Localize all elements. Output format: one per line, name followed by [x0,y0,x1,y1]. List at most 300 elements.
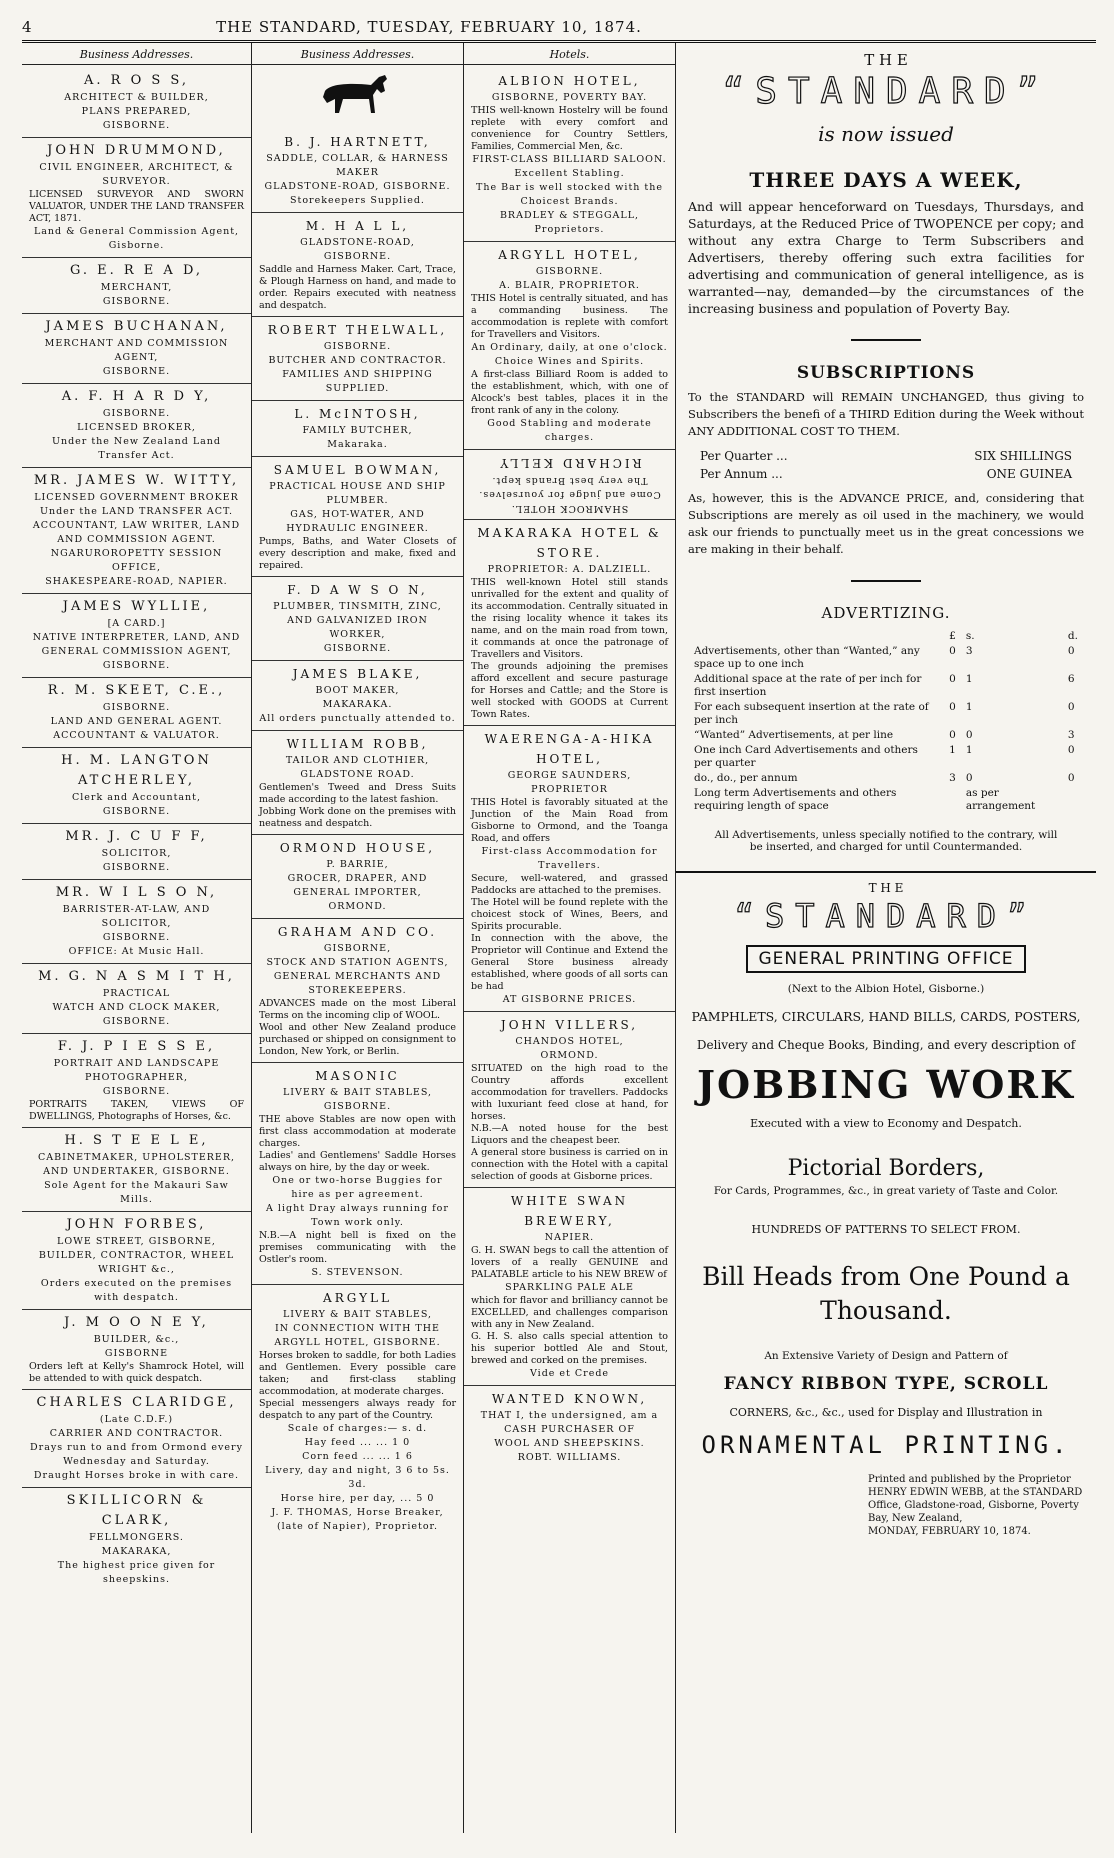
ad-block [22,824,251,880]
ad-line: CABINETMAKER, UPHOLSTERER, [37,1152,236,1163]
rate-cell: 3 [949,772,956,784]
ad-line: GISBORNE. [102,120,171,131]
ad-line: (Late C.D.F.) [99,1414,174,1425]
rate-row [690,772,1082,785]
for-cards-line: For Cards, Programmes, &c., in great variety of Taste and Color. [713,1185,1059,1197]
standard-title: “STANDARD” [722,71,1050,112]
ad-block [22,1488,251,1591]
column-standard-notice [676,43,1096,1833]
ad-line: CARRIER AND CONTRACTOR. [49,1428,224,1439]
ad-block [22,384,251,468]
ad-line: N.B.—A night bell is fixed on the premises communicating with the Ostler's room. [259,1230,456,1265]
ad-line: LICENSED GOVERNMENT BROKER [34,492,239,503]
ad-name: ALBION HOTEL, [498,74,641,88]
ad-line: FELLMONGERS. [89,1532,184,1543]
ad-block [22,1034,251,1128]
ad-line: A general store business is carried on in connection with the Hotel with a capital selection of goods at Gisborne prices. [471,1147,668,1182]
ad-name: MASONIC [315,1069,400,1083]
section-divider [676,871,1096,873]
price-row [690,466,1082,482]
ad-line: PROPRIETOR: A. DALZIELL. [487,564,652,575]
ad-line: SITUATED on the high road to the Country affords excellent accommodation for travellers. Paddocks with luxuriant feed close at hand, for horses. [471,1063,668,1122]
ad-line: Gentlemen's Tweed and Dress Suits made according to the latest fashion. [259,782,456,805]
ad-line: WATCH AND CLOCK MAKER, [52,1002,221,1013]
ad-line: P. BARRIE, [326,859,389,870]
ad-line: GISBORNE. [102,1086,171,1097]
ad-line: PHOTOGRAPHER, [85,1072,188,1083]
ad-line: Excellent Stabling. [514,168,625,179]
ad-name: CHARLES CLARIDGE, [36,1395,237,1410]
column-business-1 [22,43,252,1833]
jobbing-headline: JOBBING WORK [697,1062,1075,1107]
ad-block [464,1188,675,1386]
ad-line: BARRISTER-AT-LAW, AND SOLICITOR, [62,904,211,929]
ad-line: MAKARAKA, [101,1546,172,1557]
ad-list [259,129,456,1538]
ad-line: MAKARAKA. [322,699,393,710]
ad-line: The Hotel will be found replete with the choicest stock of Wines, Beers, and Spirits procurable. [471,897,668,932]
gpo-banner [688,945,1084,973]
ad-block [22,314,251,384]
rate-row [690,729,1082,742]
rate-cell: 1 [965,744,973,756]
ad-line: THE above Stables are now open with first class accommodation at moderate charges. [259,1114,456,1149]
rate-cell: 0 [949,673,956,685]
rates-header-row [690,630,1082,643]
ad-line: GLADSTONE-ROAD, GISBORNE. [264,181,451,192]
hundreds-line: HUNDREDS OF PATTERNS TO SELECT FROM. [751,1223,1021,1236]
rate-cell: “Wanted” Advertisements, at per line [694,729,894,741]
ad-line: A first-class Billiard Room is added to the establishment, which, with one of Alcock's best tables, places it in the front rank of any in the colony. [471,369,668,416]
ad-block [22,1212,251,1310]
rate-cell: 1 [949,744,956,756]
ad-line: Ladies' and Gentlemens' Saddle Horses always on hire, by the day or week. [259,1150,456,1173]
ad-line: PLUMBER, TINSMITH, ZINC, AND GALVANIZED IRON WORKER, [273,601,442,640]
ad-line: J. F. THOMAS, Horse Breaker, (late of Napier), Proprietor. [271,1507,444,1532]
ad-line: Scale of charges:— s. d. [287,1423,428,1434]
ad-name: MR. JAMES W. WITTY, [33,473,240,488]
rate-row [690,701,1082,727]
ad-name: JOHN DRUMMOND, [47,143,226,158]
ad-name: MR. J. C U F F, [65,829,208,844]
ad-block [252,317,463,401]
ad-block [22,678,251,748]
masthead-title: THE STANDARD, TUESDAY, FEBRUARY 10, 1874. [216,18,642,36]
ad-name: ORMOND HOUSE, [279,841,436,855]
ad-line: Sole Agent for the Makauri Saw Mills. [44,1180,229,1205]
rate-row [690,673,1082,699]
ad-block [252,661,463,731]
ad-line: PORTRAITS TAKEN, VIEWS OF DWELLINGS, Photographs of Horses, &c. [29,1099,244,1122]
ad-line: LIVERY & BAIT STABLES, [282,1309,433,1320]
ad-line: Jobbing Work done on the premises with neatness and despatch. [259,806,456,829]
horse-illustration [313,69,403,125]
ad-line: ROBT. WILLIAMS. [517,1452,622,1463]
ad-line: BOOT MAKER, [315,685,400,696]
ad-line: BUTCHER AND CONTRACTOR. [268,355,447,366]
advertizing-rates [688,628,1084,815]
rate-cell: 0 [965,729,973,741]
ad-line: Pumps, Baths, and Water Closets of every description and make, fixed and repaired. [259,536,456,571]
price-label: Per Annum ... [700,467,783,481]
the-label: T H E [864,51,908,69]
ad-line: GISBORNE. [323,1101,392,1112]
ad-line: Horse hire, per day, ... 5 0 [280,1493,435,1504]
rates-header-shillings: s. [965,630,975,642]
ad-name: ARGYLL [323,1291,392,1305]
ad-line: GISBORNE. [102,1016,171,1027]
ad-line: GISBORNE. [102,296,171,307]
ad-line: Choice Wines and Spirits. [494,356,645,367]
ad-block [252,129,463,213]
ad-line: Clerk and Accountant, [71,792,202,803]
gpo-label: GENERAL PRINTING OFFICE [746,945,1025,973]
ad-line: Land & General Commission Agent, Gisborne. [33,226,240,251]
ad-block [252,1285,463,1538]
the-label-2: T H E [868,881,904,895]
subscriptions-title: SUBSCRIPTIONS [796,363,976,383]
ad-name: WILLIAM ROBB, [286,737,429,751]
rate-cell: 0 [1067,645,1075,657]
ad-line: Secure, well-watered, and grassed Paddocks are attached to the premises. [471,873,668,896]
ad-line: The highest price given for sheepskins. [57,1560,216,1585]
rates-header-pence: d. [1067,630,1078,642]
ad-line: THIS well-known Hostelry will be found replete with every comfort and convenience for Country Settlers, Families, Commercial Men, &c. [471,105,668,152]
fancy-line: FANCY RIBBON TYPE, SCROLL [723,1374,1049,1394]
next-to-line: (Next to the Albion Hotel, Gisborne.) [787,983,985,995]
executed-line: Executed with a view to Economy and Despatch. [750,1117,1022,1130]
column-hotels [464,43,676,1833]
ad-name: RICHARD KELLY [497,456,642,470]
ad-line: GISBORNE. [323,643,392,654]
ad-line: In connection with the above, the Proprietor will Continue and Extend the General Store business already established, where goods of all sorts can be had [471,933,668,992]
ad-line: GISBORNE, POVERTY BAY. [491,92,648,103]
ad-name: JOHN FORBES, [66,1217,207,1232]
rate-cell: as per arrangement [965,787,1036,812]
ad-line: ARCHITECT & BUILDER, [64,92,209,103]
rate-cell: 0 [1067,744,1075,756]
ad-line: ADVANCES made on the most Liberal Terms on the incoming clip of WOOL. [259,998,456,1021]
ad-line: Livery, day and night, 3 6 to 5s. 3d. [265,1465,450,1490]
ad-line: Orders left at Kelly's Shamrock Hotel, will be attended to with quick despatch. [29,1361,244,1384]
ad-line: ACCOUNTANT, LAW WRITER, LAND AND COMMISSION AGENT. [32,520,241,545]
ad-line: GISBORNE, [323,943,392,954]
ad-block [252,577,463,661]
subscriptions-paragraph: To the STANDARD will REMAIN UNCHANGED, thus giving to Subscribers the benefi of a THIRD Edition during the Week without ANY ADDITIONAL COST TO THEM. [688,390,1084,438]
ad-block [464,242,675,450]
ad-block [252,919,463,1063]
ad-line: BRADLEY & STEGGALL, Proprietors. [499,210,640,235]
ad-line: AT GISBORNE PRICES. [502,994,637,1005]
standard-title-2: “STANDARD” [734,897,1038,935]
ad-line: Storekeepers Supplied. [290,195,425,206]
ad-line: G. H. SWAN begs to call the attention of lovers of a really GENUINE and PALATABLE article to his NEW BREW of [471,1245,668,1280]
advertizing-note: All Advertisements, unless specially notified to the contrary, will be inserted, and charged for until Countermanded. [714,829,1058,853]
ad-line: THIS Hotel is centrally situated, and has a commanding business. The accommodation is replete with comfort for Travellers and Visitors. [471,293,668,340]
ad-line: FIRST-CLASS BILLIARD SALOON. [472,154,667,165]
ad-line: NGARUROROPETTY SESSION OFFICE, [50,548,223,573]
ad-name: MR. W I L S O N, [55,885,218,900]
page-number: 4 [22,18,33,36]
columns [22,43,1096,1833]
ad-block [252,457,463,577]
ad-line: GROCER, DRAPER, AND GENERAL IMPORTER, [287,873,428,898]
ad-block [22,594,251,678]
ornamental-headline: ORNAMENTAL PRINTING. [701,1431,1071,1459]
ad-line: The Bar is well stocked with the Choicest Brands. [476,182,663,207]
ad-line: OFFICE: At Music Hall. [68,946,205,957]
rate-cell: do., do., per annum [694,772,798,784]
ad-block [464,1012,675,1188]
ad-name: F. D A W S O N, [287,583,428,597]
ad-name: G. E. R E A D, [69,263,204,278]
rate-cell: One inch Card Advertisements and others per quarter [694,744,918,769]
ad-line: LICENSED SURVEYOR AND SWORN VALUATOR, UNDER THE LAND TRANSFER ACT, 1871. [29,189,244,224]
rate-cell: 0 [965,772,973,784]
column-header: Hotels. [464,47,675,65]
ad-block [252,213,463,317]
ad-name: J. M O O N E Y, [64,1315,209,1330]
ad-line: IN CONNECTION WITH THE ARGYLL HOTEL, GISBORNE. [274,1323,441,1348]
ad-line: THIS well-known Hotel still stands unrivalled for the extent and quality of its accommodation. Centrally situated in the rising locality whence it takes its name, and on the main road from town, it commands at once the patronage of Travellers and Visitors. [471,577,668,660]
rate-cell: 0 [1067,772,1075,784]
ad-line: GISBORNE. [102,660,171,671]
ad-line: GISBORNE. [102,702,171,713]
ad-line: ORMOND. [540,1050,599,1061]
ad-line: PORTRAIT AND LANDSCAPE [53,1058,220,1069]
ad-line: CHANDOS HOTEL, [515,1036,624,1047]
ad-line: S. STEVENSON. [311,1267,404,1278]
ad-line: GLADSTONE ROAD. [300,769,415,780]
extensive-line: An Extensive Variety of Design and Pattern of [764,1350,1008,1362]
ad-line: Saddle and Harness Maker. Cart, Trace, & Plough Harness on hand, and made to order. Repairs executed with neatness and despatch. [259,264,456,311]
ad-line: AND UNDERTAKER, GISBORNE. [43,1166,230,1177]
ad-line: CIVIL ENGINEER, ARCHITECT, & SURVEYOR. [39,162,234,187]
imprint-line: Bay, New Zealand, [868,1513,963,1524]
advertizing-title: ADVERTIZING. [821,604,951,622]
ad-line: GISBORNE. [102,408,171,419]
column-business-2 [252,43,464,1833]
ad-line: FAMILY BUTCHER, [302,425,413,436]
ad-name: ARGYLL HOTEL, [498,248,641,262]
three-days-headline: THREE DAYS A WEEK, [749,168,1023,192]
column-header: Business Addresses. [252,47,463,65]
ad-line: A light Dray always running for Town work only. [266,1203,449,1228]
ad-name: M. G. N A S M I T H, [38,969,235,984]
rate-cell: 1 [965,673,973,685]
ad-block [22,1128,251,1212]
ad-block [22,748,251,824]
ad-line: First-class Accommodation for Travellers. [481,846,658,871]
ad-line: STOCK AND STATION AGENTS, [266,957,449,968]
ad-line: NAPIER. [544,1232,595,1243]
ad-name: M. H A L L, [305,219,410,233]
ad-line: Under the LAND TRANSFER ACT. [39,506,234,517]
rate-cell: 0 [949,701,956,713]
ad-line: ACCOUNTANT & VALUATOR. [53,730,220,741]
ad-line: SHAMROCK HOTEL. [510,503,629,514]
ad-line: PRACTICAL HOUSE AND SHIP PLUMBER. [269,481,446,506]
ad-line: Come and judge for yourselves. [478,489,661,500]
ad-line: Horses broken to saddle, for both Ladies and Gentlemen. Every possible care taken; and first-class stabling accommodation, at moderate charges. [259,1350,456,1397]
ad-line: [A CARD.] [107,618,166,629]
ad-block [22,1390,251,1488]
rate-cell: 0 [949,729,956,741]
ad-line: WOOL AND SHEEPSKINS. [494,1438,645,1449]
ad-block [464,726,675,1012]
ad-name: GRAHAM AND CO. [277,925,438,939]
ad-name: L. McINTOSH, [294,407,421,421]
ad-line: GISBORNE. [323,251,392,262]
ad-name: B. J. HARTNETT, [284,135,431,149]
announcement-paragraph: And will appear henceforward on Tuesdays, Thursdays, and Saturdays, at the Reduced Price of TWOPENCE per copy; and without any extra Charge to Term Subscribers and Advertisers, thereby offering such extra facilities for advertising and communication of general intelligence, as is warranted—nay, demanded—by the circumstances of the increasing business and population of Poverty Bay. [688,199,1084,316]
ad-line: BUILDER, CONTRACTOR, WHEEL WRIGHT &c., [38,1250,235,1275]
ad-line: Under the New Zealand Land Transfer Act. [51,436,222,461]
ad-name: SAMUEL BOWMAN, [273,463,442,477]
ad-line: GENERAL MERCHANTS AND STOREKEEPERS. [273,971,442,996]
ad-name: A. R O S S, [84,73,189,88]
ad-block [464,450,675,520]
ad-block [22,138,251,258]
rate-row [690,787,1082,813]
rate-row [690,645,1082,671]
ad-line: G. H. S. also calls special attention to his superior bottled Ale and Stout, brewed and corked on the premises. [471,1331,668,1366]
ad-line: GAS, HOT-WATER, AND HYDRAULIC ENGINEER. [286,509,429,534]
masthead [22,14,1096,43]
ad-line: GISBORNE [104,1348,169,1359]
ad-line: Makaraka. [327,439,388,450]
ad-line: An Ordinary, daily, at one o'clock. [471,342,668,353]
ad-line: which for flavor and brilliancy cannot be EXCELLED, and challenges comparison with any in New Zealand. [471,1295,668,1330]
pictorial-headline: Pictorial Borders, [787,1156,985,1181]
ad-line: N.B.—A noted house for the best Liquors and the cheapest beer. [471,1123,668,1146]
ad-line: All orders punctually attended to. [259,713,456,724]
ad-list [29,68,244,1591]
ad-name: JAMES WYLLIE, [62,599,211,614]
rate-cell [945,787,960,813]
rate-cell: 0 [949,645,956,657]
ad-line: ORMOND. [328,901,387,912]
ad-line: Special messengers always ready for despatch to any part of the Country. [259,1398,456,1421]
ad-name: MAKARAKA HOTEL & STORE. [477,526,662,560]
ad-block [22,68,251,138]
divider [851,339,921,341]
ad-line: PLANS PREPARED, [81,106,192,117]
ad-line: GISBORNE. [102,366,171,377]
ad-name: JAMES BLAKE, [292,667,423,681]
ad-block [252,835,463,919]
ad-line: Corn feed ... ... 1 6 [302,1451,413,1462]
ad-line: Drays run to and from Ormond every Wednesday and Saturday. [30,1442,243,1467]
ad-line: SOLICITOR, [101,848,172,859]
ad-block [464,520,675,726]
ad-line: GLADSTONE-ROAD, [300,237,415,248]
ad-line: The very best Brands kept. [491,475,648,486]
price-value: SIX SHILLINGS [974,449,1072,463]
ad-block [252,731,463,835]
ad-line: Good Stabling and moderate charges. [487,418,652,443]
ad-name: ROBERT THELWALL, [267,323,448,337]
ad-line: LICENSED BROKER, [77,422,196,433]
ad-line: NATIVE INTERPRETER, LAND, AND GENERAL COMMISSION AGENT, [32,632,241,657]
ad-line: MERCHANT, [100,282,173,293]
ad-name: JOHN VILLERS, [500,1018,639,1032]
billheads-headline: Bill Heads from One Pound a Thousand. [702,1262,1070,1325]
ad-line: BUILDER, &c., [93,1334,180,1345]
rate-cell: Additional space at the rate of per inch for first insertion [694,673,922,698]
ad-line: One or two-horse Buggies for hire as per agreement. [272,1175,443,1200]
ad-block [252,1063,463,1285]
ad-line: GISBORNE. [535,266,604,277]
ad-line: FAMILIES AND SHIPPING SUPPLIED. [282,369,433,394]
imprint-line: MONDAY, FEBRUARY 10, 1874. [868,1526,1031,1537]
ad-line: SADDLE, COLLAR, & HARNESS MAKER [266,153,449,178]
rate-cell: Advertisements, other than “Wanted,” any space up to one inch [694,645,920,670]
advance-price-paragraph: As, however, this is the ADVANCE PRICE, and, considering that Subscriptions are merely as oil used in the machinery, we would ask our friends to punctually meet us in the great concessions we are making in their behalf. [688,491,1084,556]
rate-cell: 1 [965,701,973,713]
ad-line: LIVERY & BAIT STABLES, [282,1087,433,1098]
imprint-line: HENRY EDWIN WEBB, at the STANDARD [868,1487,1083,1498]
ad-line: TAILOR AND CLOTHIER, [285,755,430,766]
price-row [690,448,1082,464]
ad-line: GISBORNE. [102,862,171,873]
ad-line: GISBORNE. [102,932,171,943]
imprint-line: Office, Gladstone-road, Gisborne, Poverty [868,1500,1079,1511]
price-value: ONE GUINEA [986,467,1072,481]
ad-line: Orders executed on the premises with despatch. [40,1278,233,1303]
rate-cell: 3 [1067,729,1075,741]
ad-line: Wool and other New Zealand produce purchased or shipped on consignment to London, New York, or Berlin. [259,1022,456,1057]
pamphlets-line: PAMPHLETS, CIRCULARS, HAND BILLS, CARDS, POSTERS, [691,1009,1081,1024]
ad-name: A. F. H A R D Y, [61,389,212,404]
price-label: Per Quarter ... [700,449,788,463]
ad-line: PRACTICAL [102,988,171,999]
ad-block [464,1386,675,1469]
ad-name: R. M. SKEET, C.E., [47,683,226,698]
ad-line: LOWE STREET, GISBORNE, [57,1236,216,1247]
imprint-line: Printed and published by the Proprietor [868,1474,1071,1485]
ad-block [252,401,463,457]
column-header: Business Addresses. [22,47,251,65]
ad-line: Vide et Crede [529,1368,610,1379]
rate-row [690,744,1082,770]
ad-line: GISBORNE. [102,806,171,817]
ad-line: GISBORNE. [323,341,392,352]
ad-list [471,68,668,1469]
ad-line: Draught Horses broke in with care. [33,1470,240,1481]
ad-line: LAND AND GENERAL AGENT. [50,716,223,727]
rate-cell: Long term Advertisements and others requiring length of space [694,787,897,812]
ad-block [22,964,251,1034]
ad-block [22,468,251,594]
rate-cell: 6 [1067,673,1075,685]
corners-line: CORNERS, &c., &c., used for Display and Illustration in [729,1406,1043,1419]
rate-cell: For each subsequent insertion at the rate of per inch [694,701,929,726]
ad-line: THIS Hotel is favorably situated at the Junction of the Main Road from Gisborne to Ormond, and the Toanga Road, and offers [471,797,668,844]
ad-line: MERCHANT AND COMMISSION AGENT, [44,338,229,363]
rate-cell: 3 [965,645,973,657]
ad-block [464,68,675,242]
rates-header-pounds: £ [949,630,956,642]
rate-cell [1064,787,1082,813]
delivery-line: Delivery and Cheque Books, Binding, and every description of [696,1038,1076,1052]
ad-block [22,1310,251,1390]
ad-name: H. S T E E L E, [64,1133,209,1148]
ad-name: WANTED KNOWN, [491,1392,648,1406]
divider [851,580,921,582]
ad-line: A. BLAIR, PROPRIETOR. [499,280,640,291]
rate-cell: 0 [1067,701,1075,713]
